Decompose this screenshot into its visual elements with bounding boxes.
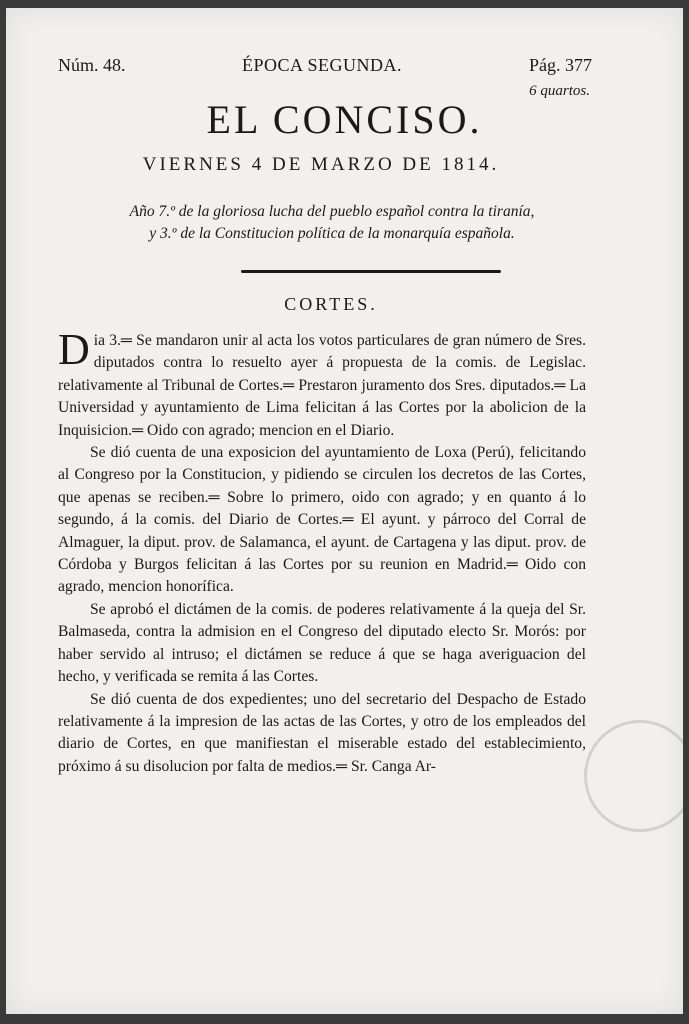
issue-number: Núm. 48. <box>58 55 126 75</box>
section-title: CORTES. <box>284 294 378 314</box>
paragraph-1 <box>58 325 586 442</box>
masthead-title: EL CONCISO. <box>206 97 483 142</box>
drop-cap: D <box>58 325 90 374</box>
page-number: Pág. 377 <box>529 55 592 75</box>
newspaper-page <box>6 8 683 1014</box>
paragraph-4: Se dió cuenta de dos expedientes; uno del secretario del Despacho de Estado relativamente á la impresion de las actas de las Cortes, y otro de los empleados del diario de Cortes, en que manifiestan el miserable estado del establecimiento, próximo á su disolucion por falta de medios.═ Sr. Canga Ar- <box>58 690 586 775</box>
motto-line-1: Año 7.º de la gloriosa lucha del pueblo español contra la tiranía, <box>129 203 535 220</box>
epoch-label: ÉPOCA SEGUNDA. <box>242 55 403 75</box>
article-body <box>58 325 586 778</box>
price: 6 quartos. <box>529 83 590 99</box>
issue-date: VIERNES 4 DE MARZO DE 1814. <box>142 154 500 175</box>
header-row <box>58 55 592 99</box>
motto <box>62 201 602 245</box>
paragraph-1-text: ia 3.═ Se mandaron unir al acta los votos particulares de gran número de Sres. diputados contra lo resuelto ayer á propuesta de la comis. de Legislac. relativamente al Tribunal de Cortes.═ Prestaron juramento dos Sres. diputados.═ La Universidad y ayuntamiento de Lima felicitan á las Cortes por la abolicion de la Inquisicion.═ Oido con agrado; mencion en el Diario. <box>58 332 586 439</box>
divider-rule <box>241 270 501 273</box>
library-stamp <box>584 720 683 832</box>
paragraph-3: Se aprobó el dictámen de la comis. de poderes relativamente á la queja del Sr. Balmaseda, contra la admision en el Congreso del diputado electo Sr. Morós: por haber servido al intruso; el dictámen se reduce á que se haga averiguacion del hecho, y verificada se remita á las Cortes. <box>58 600 586 686</box>
motto-line-2: y 3.º de la Constitucion política de la monarquía española. <box>149 225 515 242</box>
paragraph-2: Se dió cuenta de una exposicion del ayuntamiento de Loxa (Perú), felicitando al Congreso por la Constitucion, y pidiendo se circulen los decretos de las Cortes, que apenas se reciben.═ Sobre lo primero, oido con agrado; y en quanto á lo segundo, á la comis. del Diario de Cortes.═ El ayunt. y párroco del Corral de Almaguer, la diput. prov. de Salamanca, el ayunt. de Cartagena y las diput. prov. de Córdoba y Burgos felicitan á las Cortes por su reunion en Madrid.═ Oido con agrado, mencion honorífica. <box>58 444 586 596</box>
